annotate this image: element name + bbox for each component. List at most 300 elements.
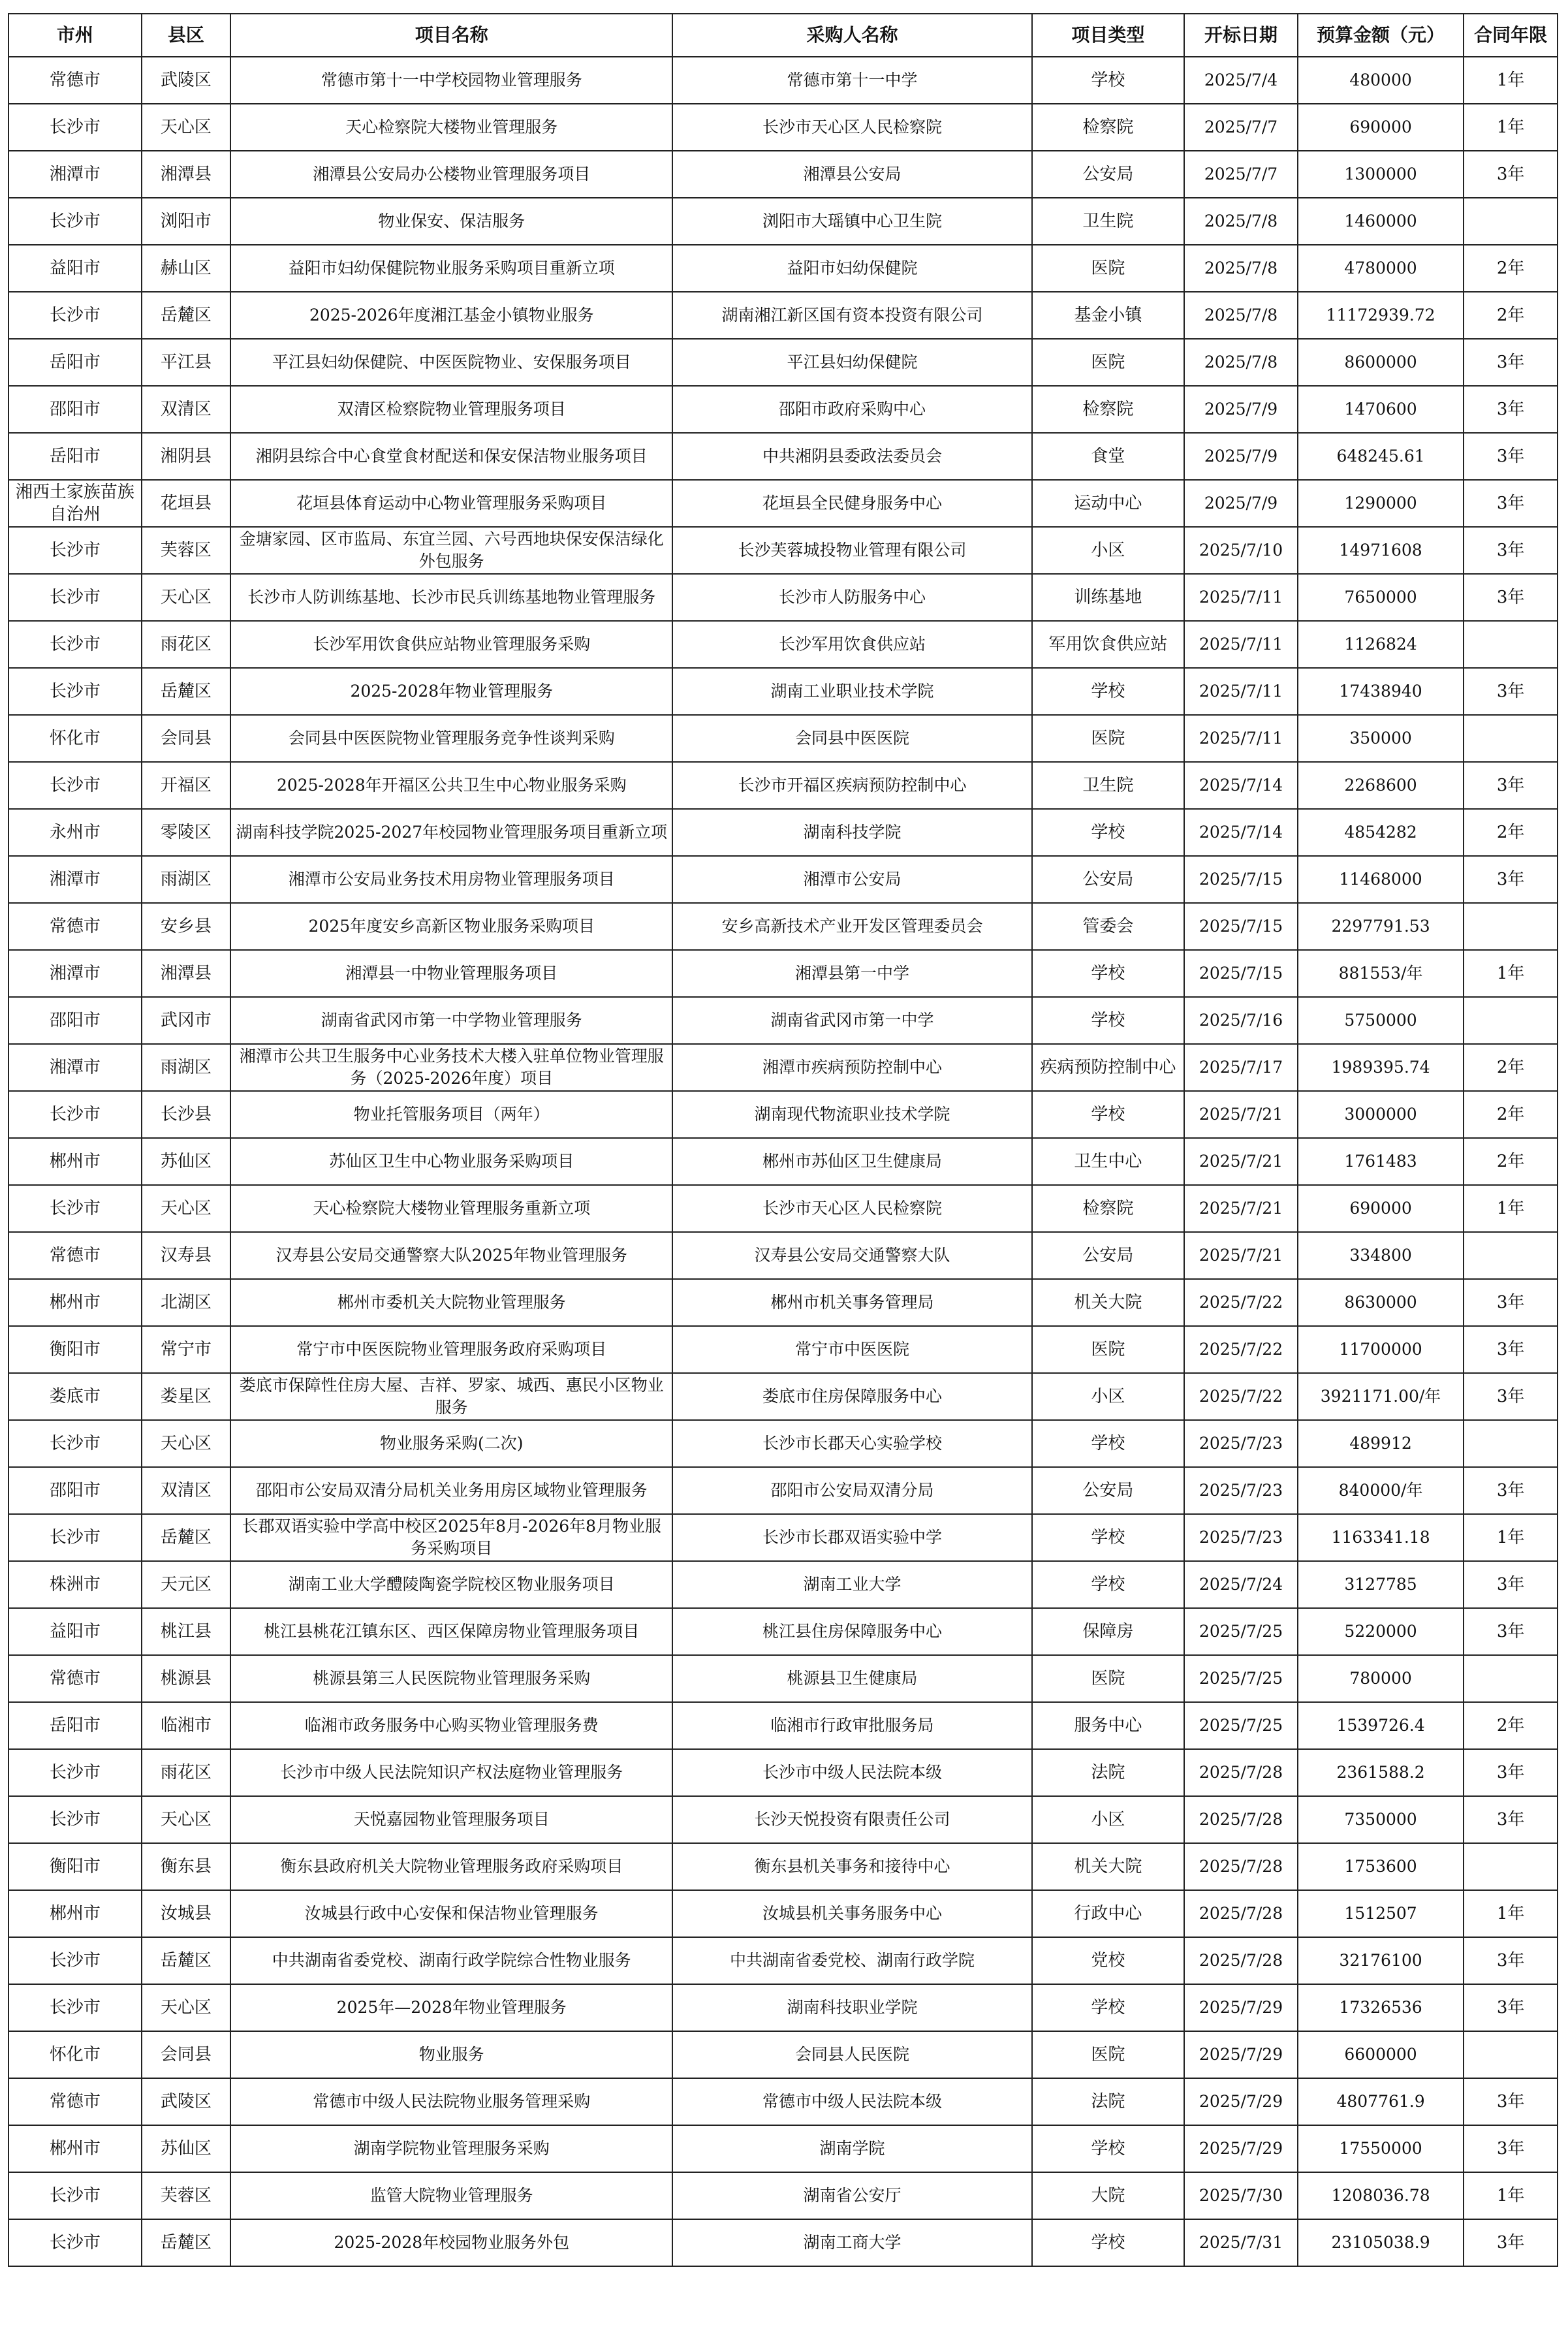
district-cell: 开福区 (142, 762, 230, 809)
district-cell: 汝城县 (142, 1890, 230, 1937)
district-cell: 花垣县 (142, 480, 230, 527)
city-cell: 长沙市 (8, 527, 142, 574)
bid-date-cell: 2025/7/23 (1184, 1514, 1298, 1561)
project-type-cell: 服务中心 (1032, 1702, 1185, 1749)
bid-date-cell: 2025/7/15 (1184, 950, 1298, 997)
budget-cell: 1208036.78 (1298, 2172, 1464, 2219)
district-cell: 雨花区 (142, 1749, 230, 1796)
bid-date-cell: 2025/7/10 (1184, 527, 1298, 574)
table-row (8, 1467, 1558, 1514)
project-name-cell: 郴州市委机关大院物业管理服务 (230, 1279, 672, 1326)
city-cell: 娄底市 (8, 1373, 142, 1420)
table-row (8, 1138, 1558, 1185)
budget-cell: 4854282 (1298, 809, 1464, 856)
table-row (8, 1843, 1558, 1890)
district-cell: 天元区 (142, 1561, 230, 1608)
city-cell: 长沙市 (8, 1185, 142, 1232)
budget-cell: 1163341.18 (1298, 1514, 1464, 1561)
project-name-cell: 花垣县体育运动中心物业管理服务采购项目 (230, 480, 672, 527)
district-cell: 临湘市 (142, 1702, 230, 1749)
contract-term-cell: 1年 (1464, 1890, 1558, 1937)
budget-cell: 840000/年 (1298, 1467, 1464, 1514)
project-type-cell: 检察院 (1032, 1185, 1185, 1232)
table-row (8, 2031, 1558, 2078)
city-cell: 长沙市 (8, 762, 142, 809)
project-name-cell: 湘阴县综合中心食堂食材配送和保安保洁物业服务项目 (230, 433, 672, 480)
contract-term-cell: 3年 (1464, 668, 1558, 715)
project-name-cell: 桃源县第三人民医院物业管理服务采购 (230, 1655, 672, 1702)
district-cell: 湘潭县 (142, 950, 230, 997)
project-name-cell: 湘潭市公安局业务技术用房物业管理服务项目 (230, 856, 672, 903)
contract-term-cell (1464, 715, 1558, 762)
project-type-cell: 医院 (1032, 1655, 1185, 1702)
contract-term-cell: 3年 (1464, 1984, 1558, 2031)
bid-date-cell: 2025/7/29 (1184, 2078, 1298, 2125)
budget-cell: 3000000 (1298, 1091, 1464, 1138)
table-row (8, 2078, 1558, 2125)
district-cell: 桃江县 (142, 1608, 230, 1655)
table-row (8, 480, 1558, 527)
contract-term-cell: 2年 (1464, 1138, 1558, 1185)
purchaser-cell: 花垣县全民健身服务中心 (672, 480, 1031, 527)
project-name-cell: 天心检察院大楼物业管理服务 (230, 104, 672, 151)
city-cell: 郴州市 (8, 2125, 142, 2172)
project-type-cell: 公安局 (1032, 151, 1185, 198)
district-cell: 武冈市 (142, 997, 230, 1044)
city-cell: 长沙市 (8, 1514, 142, 1561)
header-district: 县区 (142, 14, 230, 57)
table-row (8, 1796, 1558, 1843)
purchaser-cell: 长沙市长郡天心实验学校 (672, 1420, 1031, 1467)
project-name-cell: 长郡双语实验中学高中校区2025年8月-2026年8月物业服务采购项目 (230, 1514, 672, 1561)
bid-date-cell: 2025/7/21 (1184, 1091, 1298, 1138)
budget-cell: 1126824 (1298, 621, 1464, 668)
district-cell: 安乡县 (142, 903, 230, 950)
budget-cell: 32176100 (1298, 1937, 1464, 1984)
bid-date-cell: 2025/7/29 (1184, 2125, 1298, 2172)
table-row (8, 1185, 1558, 1232)
project-name-cell: 益阳市妇幼保健院物业服务采购项目重新立项 (230, 245, 672, 292)
project-name-cell: 常宁市中医医院物业管理服务政府采购项目 (230, 1326, 672, 1373)
city-cell: 长沙市 (8, 1937, 142, 1984)
project-type-cell: 学校 (1032, 809, 1185, 856)
purchaser-cell: 娄底市住房保障服务中心 (672, 1373, 1031, 1420)
purchaser-cell: 湘潭市公安局 (672, 856, 1031, 903)
contract-term-cell: 3年 (1464, 1796, 1558, 1843)
district-cell: 会同县 (142, 715, 230, 762)
project-type-cell: 法院 (1032, 1749, 1185, 1796)
budget-cell: 11700000 (1298, 1326, 1464, 1373)
bid-date-cell: 2025/7/29 (1184, 1984, 1298, 2031)
budget-cell: 8630000 (1298, 1279, 1464, 1326)
contract-term-cell: 3年 (1464, 2078, 1558, 2125)
bid-date-cell: 2025/7/21 (1184, 1185, 1298, 1232)
contract-term-cell: 2年 (1464, 245, 1558, 292)
bid-date-cell: 2025/7/28 (1184, 1796, 1298, 1843)
purchaser-cell: 中共湖南省委党校、湖南行政学院 (672, 1937, 1031, 1984)
bid-date-cell: 2025/7/23 (1184, 1467, 1298, 1514)
city-cell: 长沙市 (8, 1091, 142, 1138)
project-name-cell: 2025年—2028年物业管理服务 (230, 1984, 672, 2031)
budget-cell: 1470600 (1298, 386, 1464, 433)
city-cell: 怀化市 (8, 715, 142, 762)
project-type-cell: 学校 (1032, 668, 1185, 715)
budget-cell: 11172939.72 (1298, 292, 1464, 339)
bid-date-cell: 2025/7/25 (1184, 1655, 1298, 1702)
district-cell: 北湖区 (142, 1279, 230, 1326)
project-name-cell: 金塘家园、区市监局、东宜兰园、六号西地块保安保洁绿化外包服务 (230, 527, 672, 574)
district-cell: 双清区 (142, 386, 230, 433)
purchaser-cell: 长沙军用饮食供应站 (672, 621, 1031, 668)
city-cell: 常德市 (8, 1655, 142, 1702)
purchaser-cell: 浏阳市大瑶镇中心卫生院 (672, 198, 1031, 245)
bid-date-cell: 2025/7/22 (1184, 1279, 1298, 1326)
project-name-cell: 常德市第十一中学校园物业管理服务 (230, 57, 672, 104)
district-cell: 常宁市 (142, 1326, 230, 1373)
project-name-cell: 汉寿县公安局交通警察大队2025年物业管理服务 (230, 1232, 672, 1279)
contract-term-cell: 1年 (1464, 1185, 1558, 1232)
project-name-cell: 天悦嘉园物业管理服务项目 (230, 1796, 672, 1843)
project-name-cell: 湘潭县一中物业管理服务项目 (230, 950, 672, 997)
table-row (8, 151, 1558, 198)
budget-cell: 3127785 (1298, 1561, 1464, 1608)
purchaser-cell: 湖南湘江新区国有资本投资有限公司 (672, 292, 1031, 339)
project-type-cell: 卫生院 (1032, 762, 1185, 809)
table-row (8, 1655, 1558, 1702)
project-type-cell: 学校 (1032, 2219, 1185, 2266)
project-name-cell: 2025年度安乡高新区物业服务采购项目 (230, 903, 672, 950)
budget-cell: 2268600 (1298, 762, 1464, 809)
project-type-cell: 卫生院 (1032, 198, 1185, 245)
purchaser-cell: 湖南工业大学 (672, 1561, 1031, 1608)
project-name-cell: 物业服务 (230, 2031, 672, 2078)
table-row (8, 1514, 1558, 1561)
bid-date-cell: 2025/7/25 (1184, 1702, 1298, 1749)
project-name-cell: 平江县妇幼保健院、中医医院物业、安保服务项目 (230, 339, 672, 386)
district-cell: 雨花区 (142, 621, 230, 668)
city-cell: 岳阳市 (8, 339, 142, 386)
district-cell: 芙蓉区 (142, 2172, 230, 2219)
district-cell: 天心区 (142, 104, 230, 151)
purchaser-cell: 长沙市天心区人民检察院 (672, 1185, 1031, 1232)
bid-date-cell: 2025/7/7 (1184, 151, 1298, 198)
city-cell: 永州市 (8, 809, 142, 856)
budget-cell: 23105038.9 (1298, 2219, 1464, 2266)
project-name-cell: 湖南省武冈市第一中学物业管理服务 (230, 997, 672, 1044)
city-cell: 郴州市 (8, 1890, 142, 1937)
district-cell: 武陵区 (142, 57, 230, 104)
project-name-cell: 物业托管服务项目（两年） (230, 1091, 672, 1138)
project-name-cell: 邵阳市公安局双清分局机关业务用房区域物业管理服务 (230, 1467, 672, 1514)
header-bid-date: 开标日期 (1184, 14, 1298, 57)
purchaser-cell: 长沙市中级人民法院本级 (672, 1749, 1031, 1796)
table-row (8, 339, 1558, 386)
district-cell: 长沙县 (142, 1091, 230, 1138)
budget-cell: 3921171.00/年 (1298, 1373, 1464, 1420)
contract-term-cell: 3年 (1464, 1373, 1558, 1420)
contract-term-cell: 3年 (1464, 1749, 1558, 1796)
contract-term-cell: 3年 (1464, 2219, 1558, 2266)
district-cell: 雨湖区 (142, 1044, 230, 1091)
city-cell: 岳阳市 (8, 433, 142, 480)
project-name-cell: 桃江县桃花江镇东区、西区保障房物业管理服务项目 (230, 1608, 672, 1655)
contract-term-cell: 3年 (1464, 480, 1558, 527)
table-row (8, 1937, 1558, 1984)
city-cell: 常德市 (8, 2078, 142, 2125)
city-cell: 长沙市 (8, 292, 142, 339)
bid-date-cell: 2025/7/14 (1184, 762, 1298, 809)
bid-date-cell: 2025/7/7 (1184, 104, 1298, 151)
budget-cell: 17550000 (1298, 2125, 1464, 2172)
contract-term-cell: 3年 (1464, 339, 1558, 386)
project-type-cell: 检察院 (1032, 104, 1185, 151)
project-type-cell: 公安局 (1032, 1232, 1185, 1279)
project-type-cell: 党校 (1032, 1937, 1185, 1984)
project-name-cell: 湖南科技学院2025-2027年校园物业管理服务项目重新立项 (230, 809, 672, 856)
project-name-cell: 2025-2026年度湘江基金小镇物业服务 (230, 292, 672, 339)
table-row (8, 1749, 1558, 1796)
district-cell: 苏仙区 (142, 1138, 230, 1185)
table-body (8, 57, 1558, 2266)
project-name-cell: 中共湖南省委党校、湖南行政学院综合性物业服务 (230, 1937, 672, 1984)
district-cell: 湘阴县 (142, 433, 230, 480)
purchaser-cell: 汝城县机关事务服务中心 (672, 1890, 1031, 1937)
budget-cell: 1989395.74 (1298, 1044, 1464, 1091)
purchaser-cell: 临湘市行政审批服务局 (672, 1702, 1031, 1749)
table-row (8, 104, 1558, 151)
purchaser-cell: 常德市中级人民法院本级 (672, 2078, 1031, 2125)
table-row (8, 527, 1558, 574)
table-row (8, 1702, 1558, 1749)
budget-cell: 1290000 (1298, 480, 1464, 527)
purchaser-cell: 中共湘阴县委政法委员会 (672, 433, 1031, 480)
purchaser-cell: 邵阳市公安局双清分局 (672, 1467, 1031, 1514)
project-type-cell: 学校 (1032, 57, 1185, 104)
project-type-cell: 学校 (1032, 1091, 1185, 1138)
project-name-cell: 2025-2028年物业管理服务 (230, 668, 672, 715)
project-type-cell: 训练基地 (1032, 574, 1185, 621)
project-type-cell: 食堂 (1032, 433, 1185, 480)
city-cell: 衡阳市 (8, 1843, 142, 1890)
project-type-cell: 行政中心 (1032, 1890, 1185, 1937)
purchaser-cell: 长沙市人防服务中心 (672, 574, 1031, 621)
district-cell: 天心区 (142, 1420, 230, 1467)
table-row (8, 621, 1558, 668)
city-cell: 常德市 (8, 1232, 142, 1279)
table-row (8, 715, 1558, 762)
budget-cell: 690000 (1298, 104, 1464, 151)
district-cell: 天心区 (142, 1984, 230, 2031)
contract-term-cell: 3年 (1464, 1608, 1558, 1655)
bid-date-cell: 2025/7/4 (1184, 57, 1298, 104)
contract-term-cell: 3年 (1464, 1937, 1558, 1984)
bid-date-cell: 2025/7/28 (1184, 1843, 1298, 1890)
project-type-cell: 运动中心 (1032, 480, 1185, 527)
purchaser-cell: 长沙芙蓉城投物业管理有限公司 (672, 527, 1031, 574)
purchaser-cell: 郴州市机关事务管理局 (672, 1279, 1031, 1326)
bid-date-cell: 2025/7/11 (1184, 668, 1298, 715)
district-cell: 桃源县 (142, 1655, 230, 1702)
contract-term-cell: 3年 (1464, 1279, 1558, 1326)
budget-cell: 1460000 (1298, 198, 1464, 245)
purchaser-cell: 湖南工业职业技术学院 (672, 668, 1031, 715)
contract-term-cell: 3年 (1464, 386, 1558, 433)
table-row (8, 762, 1558, 809)
budget-cell: 2361588.2 (1298, 1749, 1464, 1796)
project-type-cell: 学校 (1032, 2125, 1185, 2172)
bid-date-cell: 2025/7/28 (1184, 1937, 1298, 1984)
project-type-cell: 学校 (1032, 1514, 1185, 1561)
district-cell: 赫山区 (142, 245, 230, 292)
bid-date-cell: 2025/7/21 (1184, 1138, 1298, 1185)
contract-term-cell (1464, 997, 1558, 1044)
table-row (8, 950, 1558, 997)
header-city: 市州 (8, 14, 142, 57)
table-row (8, 2219, 1558, 2266)
purchaser-cell: 湘潭县第一中学 (672, 950, 1031, 997)
project-type-cell: 公安局 (1032, 1467, 1185, 1514)
purchaser-cell: 桃源县卫生健康局 (672, 1655, 1031, 1702)
table-row (8, 1561, 1558, 1608)
contract-term-cell: 3年 (1464, 151, 1558, 198)
purchaser-cell: 湖南省公安厅 (672, 2172, 1031, 2219)
project-name-cell: 常德市中级人民法院物业服务管理采购 (230, 2078, 672, 2125)
district-cell: 岳麓区 (142, 1514, 230, 1561)
city-cell: 常德市 (8, 57, 142, 104)
table-row (8, 1232, 1558, 1279)
contract-term-cell: 3年 (1464, 1467, 1558, 1514)
budget-cell: 690000 (1298, 1185, 1464, 1232)
purchaser-cell: 湖南工商大学 (672, 2219, 1031, 2266)
project-type-cell: 医院 (1032, 2031, 1185, 2078)
purchaser-cell: 常宁市中医医院 (672, 1326, 1031, 1373)
bid-date-cell: 2025/7/31 (1184, 2219, 1298, 2266)
bid-date-cell: 2025/7/25 (1184, 1608, 1298, 1655)
budget-cell: 6600000 (1298, 2031, 1464, 2078)
table-row (8, 57, 1558, 104)
bid-date-cell: 2025/7/8 (1184, 198, 1298, 245)
contract-term-cell: 2年 (1464, 1044, 1558, 1091)
city-cell: 益阳市 (8, 1608, 142, 1655)
budget-cell: 7650000 (1298, 574, 1464, 621)
district-cell: 岳麓区 (142, 2219, 230, 2266)
bid-date-cell: 2025/7/9 (1184, 386, 1298, 433)
city-cell: 郴州市 (8, 1279, 142, 1326)
city-cell: 湘西土家族苗族自治州 (8, 480, 142, 527)
bid-date-cell: 2025/7/15 (1184, 856, 1298, 903)
project-type-cell: 机关大院 (1032, 1843, 1185, 1890)
purchaser-cell: 湖南学院 (672, 2125, 1031, 2172)
city-cell: 长沙市 (8, 574, 142, 621)
purchaser-cell: 常德市第十一中学 (672, 57, 1031, 104)
project-type-cell: 学校 (1032, 1420, 1185, 1467)
table-row (8, 2125, 1558, 2172)
table-row (8, 245, 1558, 292)
budget-cell: 4807761.9 (1298, 2078, 1464, 2125)
city-cell: 长沙市 (8, 621, 142, 668)
contract-term-cell (1464, 1232, 1558, 1279)
bid-date-cell: 2025/7/16 (1184, 997, 1298, 1044)
project-name-cell: 双清区检察院物业管理服务项目 (230, 386, 672, 433)
table-row (8, 1044, 1558, 1091)
header-project-type: 项目类型 (1032, 14, 1185, 57)
contract-term-cell: 1年 (1464, 2172, 1558, 2219)
table-row (8, 668, 1558, 715)
purchaser-cell: 长沙市长郡双语实验中学 (672, 1514, 1031, 1561)
project-type-cell: 小区 (1032, 1796, 1185, 1843)
contract-term-cell (1464, 1843, 1558, 1890)
bid-date-cell: 2025/7/28 (1184, 1749, 1298, 1796)
bid-date-cell: 2025/7/29 (1184, 2031, 1298, 2078)
budget-cell: 1539726.4 (1298, 1702, 1464, 1749)
purchaser-cell: 汉寿县公安局交通警察大队 (672, 1232, 1031, 1279)
district-cell: 雨湖区 (142, 856, 230, 903)
budget-cell: 350000 (1298, 715, 1464, 762)
district-cell: 双清区 (142, 1467, 230, 1514)
city-cell: 衡阳市 (8, 1326, 142, 1373)
project-name-cell: 衡东县政府机关大院物业管理服务政府采购项目 (230, 1843, 672, 1890)
city-cell: 邵阳市 (8, 386, 142, 433)
purchaser-cell: 长沙天悦投资有限责任公司 (672, 1796, 1031, 1843)
contract-term-cell: 3年 (1464, 527, 1558, 574)
project-name-cell: 监管大院物业管理服务 (230, 2172, 672, 2219)
project-name-cell: 天心检察院大楼物业管理服务重新立项 (230, 1185, 672, 1232)
contract-term-cell: 3年 (1464, 433, 1558, 480)
bid-date-cell: 2025/7/30 (1184, 2172, 1298, 2219)
bid-date-cell: 2025/7/15 (1184, 903, 1298, 950)
bid-date-cell: 2025/7/11 (1184, 621, 1298, 668)
district-cell: 岳麓区 (142, 292, 230, 339)
purchaser-cell: 平江县妇幼保健院 (672, 339, 1031, 386)
contract-term-cell: 3年 (1464, 1561, 1558, 1608)
district-cell: 岳麓区 (142, 1937, 230, 1984)
district-cell: 天心区 (142, 574, 230, 621)
purchaser-cell: 湖南科技学院 (672, 809, 1031, 856)
district-cell: 芙蓉区 (142, 527, 230, 574)
city-cell: 益阳市 (8, 245, 142, 292)
project-type-cell: 医院 (1032, 339, 1185, 386)
budget-cell: 881553/年 (1298, 950, 1464, 997)
table-row (8, 856, 1558, 903)
project-type-cell: 医院 (1032, 245, 1185, 292)
contract-term-cell: 3年 (1464, 574, 1558, 621)
bid-date-cell: 2025/7/21 (1184, 1232, 1298, 1279)
district-cell: 苏仙区 (142, 2125, 230, 2172)
bid-date-cell: 2025/7/24 (1184, 1561, 1298, 1608)
contract-term-cell: 3年 (1464, 2125, 1558, 2172)
contract-term-cell: 1年 (1464, 1514, 1558, 1561)
table-row (8, 198, 1558, 245)
budget-cell: 17438940 (1298, 668, 1464, 715)
purchaser-cell: 益阳市妇幼保健院 (672, 245, 1031, 292)
project-type-cell: 医院 (1032, 715, 1185, 762)
project-name-cell: 湘潭县公安局办公楼物业管理服务项目 (230, 151, 672, 198)
city-cell: 湘潭市 (8, 950, 142, 997)
budget-cell: 1753600 (1298, 1843, 1464, 1890)
project-type-cell: 机关大院 (1032, 1279, 1185, 1326)
district-cell: 会同县 (142, 2031, 230, 2078)
project-type-cell: 法院 (1032, 2078, 1185, 2125)
project-type-cell: 基金小镇 (1032, 292, 1185, 339)
table-row (8, 1091, 1558, 1138)
contract-term-cell: 1年 (1464, 950, 1558, 997)
budget-cell: 5220000 (1298, 1608, 1464, 1655)
city-cell: 长沙市 (8, 2172, 142, 2219)
project-type-cell: 学校 (1032, 1561, 1185, 1608)
budget-cell: 780000 (1298, 1655, 1464, 1702)
project-name-cell: 物业保安、保洁服务 (230, 198, 672, 245)
budget-cell: 8600000 (1298, 339, 1464, 386)
